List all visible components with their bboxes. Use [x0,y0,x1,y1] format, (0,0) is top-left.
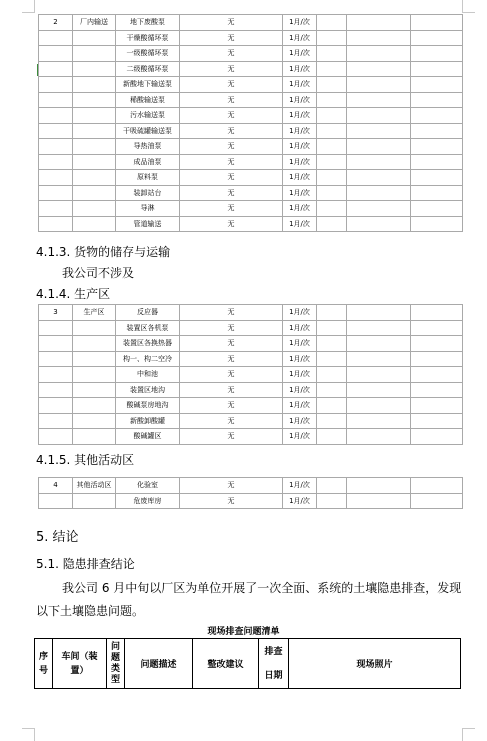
cell-seq [39,108,73,124]
cell-location: 化验室 [116,478,180,494]
issue-table-caption: 现场排查问题清单 [207,627,280,637]
cell-frequency: 1月/次 [283,398,317,414]
transport-inspection-table [38,14,463,232]
cell-status: 无 [180,201,283,217]
header-workshop: 车间（装置） [53,639,107,689]
header-issue-type: 问题类型 [107,639,125,689]
cell-blank-3 [411,77,463,93]
cell-status: 无 [180,351,283,367]
cell-blank-1 [317,478,347,494]
cell-blank-2 [347,77,411,93]
cell-frequency: 1月/次 [283,15,317,31]
cell-seq [39,493,73,509]
cell-seq [39,30,73,46]
cell-area: 生产区 [73,305,116,321]
table-row [39,413,463,429]
cell-seq [39,320,73,336]
cell-seq [39,185,73,201]
cell-seq [39,77,73,93]
cell-seq [39,336,73,352]
cell-blank-3 [411,493,463,509]
cell-blank-3 [411,92,463,108]
cell-blank-3 [411,61,463,77]
table-row [39,30,463,46]
cell-blank-3 [411,170,463,186]
cell-blank-2 [347,46,411,62]
cell-seq [39,61,73,77]
cell-location: 原料泵 [116,170,180,186]
cell-blank-3 [411,351,463,367]
crop-mark-bottom-right [462,728,475,741]
header-advice: 整改建议 [193,639,259,689]
cell-blank-3 [411,46,463,62]
table-row [39,201,463,217]
cell-blank-2 [347,154,411,170]
header-seq: 序号 [35,639,53,689]
cell-blank-3 [411,30,463,46]
cell-blank-2 [347,493,411,509]
cell-status: 无 [180,123,283,139]
cell-blank-1 [317,216,347,232]
cell-seq [39,429,73,445]
cell-location: 成品油泵 [116,154,180,170]
cell-blank-2 [347,185,411,201]
cell-frequency: 1月/次 [283,382,317,398]
cell-frequency: 1月/次 [283,92,317,108]
cell-frequency: 1月/次 [283,123,317,139]
cell-blank-2 [347,336,411,352]
header-date-top: 排查 [264,646,283,657]
cell-status: 无 [180,367,283,383]
crop-mark-top-left [22,0,35,13]
cell-area [73,429,116,445]
cell-blank-2 [347,382,411,398]
cell-blank-1 [317,413,347,429]
heading-4-1-3: 4.1.3. 货物的储存与运输 [36,245,171,259]
table-row [39,320,463,336]
cell-seq: 2 [39,15,73,31]
cell-seq [39,123,73,139]
cell-status: 无 [180,30,283,46]
cell-seq [39,170,73,186]
cell-area [73,46,116,62]
cell-area [73,216,116,232]
cell-frequency: 1月/次 [283,367,317,383]
cell-status: 无 [180,382,283,398]
cell-blank-3 [411,367,463,383]
cell-blank-1 [317,305,347,321]
cell-status: 无 [180,398,283,414]
issue-table-header-row [35,639,461,689]
table-row [39,77,463,93]
cell-location: 构一、构二空冷 [116,351,180,367]
cell-location: 装卸站台 [116,185,180,201]
cell-blank-1 [317,15,347,31]
cell-location: 干吸硫罐输送泵 [116,123,180,139]
cell-frequency: 1月/次 [283,170,317,186]
cell-blank-1 [317,154,347,170]
heading-4-1-4: 4.1.4. 生产区 [36,287,111,301]
cell-blank-1 [317,201,347,217]
cell-blank-2 [347,216,411,232]
cell-status: 无 [180,478,283,494]
header-photo: 现场照片 [289,639,461,689]
cell-location: 装置区地沟 [116,382,180,398]
cell-location: 导热油泵 [116,139,180,155]
cell-frequency: 1月/次 [283,413,317,429]
table-row [39,61,463,77]
cell-status: 无 [180,77,283,93]
cell-area [73,61,116,77]
cell-blank-1 [317,382,347,398]
cell-location: 装置区各换热器 [116,336,180,352]
cell-frequency: 1月/次 [283,336,317,352]
cell-blank-3 [411,216,463,232]
cell-seq [39,154,73,170]
cell-blank-1 [317,351,347,367]
cell-frequency: 1月/次 [283,30,317,46]
cell-status: 无 [180,493,283,509]
cell-blank-3 [411,336,463,352]
cell-blank-2 [347,429,411,445]
cell-status: 无 [180,108,283,124]
cell-area [73,398,116,414]
table-row [39,46,463,62]
cell-location: 危废库房 [116,493,180,509]
cell-blank-2 [347,30,411,46]
cell-frequency: 1月/次 [283,320,317,336]
cell-status: 无 [180,154,283,170]
cell-blank-3 [411,185,463,201]
cell-area [73,92,116,108]
cell-area [73,77,116,93]
cell-blank-1 [317,185,347,201]
conclusion-paragraph-line1: 我公司 6 月中旬以厂区为单位开展了一次全面、系统的土壤隐患排查，发现 [62,581,462,595]
table-row [39,336,463,352]
cell-blank-1 [317,108,347,124]
cell-location: 二级酸循环泵 [116,61,180,77]
cell-blank-1 [317,336,347,352]
cell-blank-2 [347,305,411,321]
table-row [39,493,463,509]
cell-blank-2 [347,478,411,494]
cell-status: 无 [180,413,283,429]
cell-blank-3 [411,123,463,139]
cell-location: 稀酸输送泵 [116,92,180,108]
cell-seq [39,201,73,217]
cell-blank-3 [411,382,463,398]
cell-status: 无 [180,92,283,108]
cell-status: 无 [180,336,283,352]
cell-frequency: 1月/次 [283,46,317,62]
production-table-body [39,305,463,445]
cell-frequency: 1月/次 [283,108,317,124]
cell-frequency: 1月/次 [283,154,317,170]
cell-seq [39,139,73,155]
table-row [39,154,463,170]
cell-blank-3 [411,139,463,155]
cell-area: 其他活动区 [73,478,116,494]
cell-blank-1 [317,170,347,186]
cell-blank-1 [317,139,347,155]
text-not-involved: 我公司不涉及 [62,266,135,280]
table-row [39,305,463,321]
table-row [39,108,463,124]
cell-frequency: 1月/次 [283,216,317,232]
table-row [39,15,463,31]
cell-status: 无 [180,305,283,321]
cell-blank-3 [411,320,463,336]
crop-mark-top-right [462,0,475,13]
cell-blank-3 [411,429,463,445]
crop-mark-bottom-left [22,728,35,741]
cell-seq [39,351,73,367]
cell-blank-2 [347,351,411,367]
header-issue-desc: 问题描述 [125,639,193,689]
cell-blank-1 [317,429,347,445]
cell-blank-2 [347,139,411,155]
cell-blank-3 [411,478,463,494]
cell-status: 无 [180,320,283,336]
cell-blank-2 [347,320,411,336]
cell-frequency: 1月/次 [283,201,317,217]
cell-seq [39,46,73,62]
cell-blank-1 [317,61,347,77]
cell-location: 一级酸循环泵 [116,46,180,62]
cell-blank-3 [411,108,463,124]
cell-blank-2 [347,123,411,139]
cell-area [73,367,116,383]
cell-blank-1 [317,77,347,93]
cell-area [73,493,116,509]
cell-blank-3 [411,305,463,321]
cell-blank-1 [317,493,347,509]
transport-table-body [39,15,463,232]
cell-blank-2 [347,15,411,31]
cell-seq [39,92,73,108]
cell-location: 装置区各机泵 [116,320,180,336]
cell-blank-1 [317,30,347,46]
other-activity-table [38,477,463,509]
table-row [39,216,463,232]
table-row [39,92,463,108]
cell-blank-3 [411,154,463,170]
cell-area [73,336,116,352]
heading-4-1-5: 4.1.5. 其他活动区 [36,453,135,467]
cell-seq: 3 [39,305,73,321]
cell-frequency: 1月/次 [283,185,317,201]
cell-frequency: 1月/次 [283,478,317,494]
cell-blank-1 [317,398,347,414]
cell-area [73,320,116,336]
table-row [39,367,463,383]
cell-area [73,108,116,124]
cell-location: 新酸卸酸罐 [116,413,180,429]
table-row [39,478,463,494]
table-row [39,123,463,139]
cell-area [73,185,116,201]
cell-status: 无 [180,185,283,201]
cell-blank-3 [411,15,463,31]
cell-blank-3 [411,413,463,429]
header-date [259,639,289,689]
table-row [39,429,463,445]
conclusion-paragraph-line2: 以下土壤隐患问题。 [36,604,145,618]
cell-blank-3 [411,398,463,414]
table-row [39,382,463,398]
cell-blank-2 [347,398,411,414]
cell-area [73,351,116,367]
cell-seq [39,367,73,383]
table-row [39,398,463,414]
heading-5-conclusion: 5. 结论 [36,530,79,545]
cell-status: 无 [180,139,283,155]
cell-blank-3 [411,201,463,217]
cell-frequency: 1月/次 [283,61,317,77]
cell-frequency: 1月/次 [283,305,317,321]
cell-location: 酸碱罐区 [116,429,180,445]
cell-area [73,154,116,170]
cell-location: 污水输送泵 [116,108,180,124]
cell-area [73,30,116,46]
table-row [39,139,463,155]
cell-seq [39,216,73,232]
cell-status: 无 [180,216,283,232]
cell-blank-2 [347,367,411,383]
cell-location: 中和池 [116,367,180,383]
cell-blank-1 [317,46,347,62]
cell-area [73,382,116,398]
cell-area: 厂内输送 [73,15,116,31]
cell-blank-2 [347,413,411,429]
cell-location: 酸碱泵房地沟 [116,398,180,414]
header-date-bottom: 日期 [264,670,283,681]
cell-location: 反应器 [116,305,180,321]
cell-blank-2 [347,108,411,124]
heading-5-1: 5.1. 隐患排查结论 [36,557,135,571]
cell-blank-1 [317,367,347,383]
cell-seq: 4 [39,478,73,494]
cell-seq [39,398,73,414]
cell-blank-2 [347,92,411,108]
cell-area [73,123,116,139]
other-table-body [39,478,463,509]
cell-blank-2 [347,61,411,77]
cell-seq [39,413,73,429]
cell-location: 新酸地下输送泵 [116,77,180,93]
table-row [39,185,463,201]
cell-blank-2 [347,201,411,217]
table-row [39,351,463,367]
cell-location: 干燥酸循环泵 [116,30,180,46]
cell-status: 无 [180,61,283,77]
issue-list-table [34,638,461,689]
cell-area [73,413,116,429]
cell-status: 无 [180,46,283,62]
cell-frequency: 1月/次 [283,429,317,445]
cell-frequency: 1月/次 [283,493,317,509]
cell-area [73,139,116,155]
cell-blank-2 [347,170,411,186]
cell-frequency: 1月/次 [283,351,317,367]
cell-location: 管道输送 [116,216,180,232]
production-area-table [38,304,463,445]
cell-frequency: 1月/次 [283,77,317,93]
cell-blank-1 [317,320,347,336]
table-row [39,170,463,186]
cell-seq [39,382,73,398]
cell-status: 无 [180,170,283,186]
cell-status: 无 [180,429,283,445]
cell-blank-1 [317,123,347,139]
cell-status: 无 [180,15,283,31]
cell-location: 导淋 [116,201,180,217]
cell-area [73,170,116,186]
cell-location: 地下废酸泵 [116,15,180,31]
cell-blank-1 [317,92,347,108]
cell-area [73,201,116,217]
cell-frequency: 1月/次 [283,139,317,155]
